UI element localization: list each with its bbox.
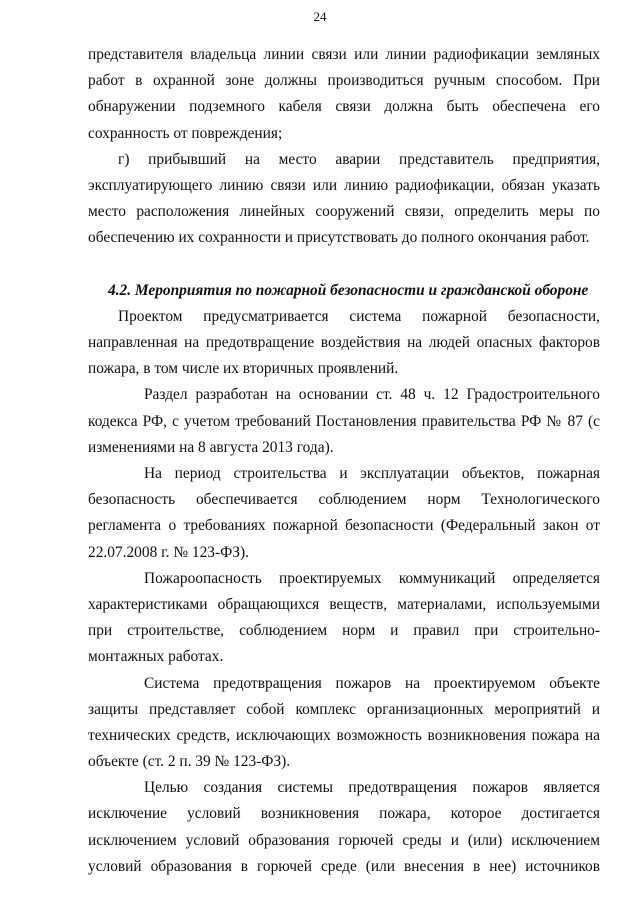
text-line: Целью создания системы предотвращения пожаров является bbox=[144, 779, 600, 797]
text-line: технических средств, исключающих возможность возникновения пожара на bbox=[88, 726, 600, 744]
text-line: На период строительства и эксплуатации объектов, пожарная bbox=[144, 465, 600, 482]
text-line: эксплуатирующего линию связи или линию радиофикации, обязан указать bbox=[88, 176, 600, 194]
text-line: изменениями на 8 августа 2013 года). bbox=[88, 438, 334, 456]
text-line: 22.07.2008 г. № 123-ФЗ). bbox=[88, 543, 249, 561]
text-line: г) прибывший на место аварии представитель предприятия, bbox=[118, 150, 600, 168]
text-line: обеспечению их сохранности и присутствовать до полного окончания работ. bbox=[88, 229, 590, 247]
text-line: Раздел разработан на основании ст. 48 ч. 12 Градостроительного bbox=[144, 386, 600, 404]
text-line: работ в охранной зоне должны производиться ручным способом. При bbox=[88, 72, 600, 90]
text-line: сохранность от повреждения; bbox=[88, 124, 283, 142]
text-line: при строительстве, соблюдением норм и правил при строительно- bbox=[88, 622, 600, 640]
text-line: кодекса РФ, с учетом требований Постановления правительства РФ № 87 (с bbox=[88, 412, 600, 430]
text-line: условий образования в горючей среде (или внесения в нее) источников bbox=[88, 857, 600, 875]
text-line: исключение условий возникновения пожара, которое достигается bbox=[88, 805, 600, 823]
paragraph-continuation bbox=[88, 42, 600, 147]
paragraph-prevention-system bbox=[88, 671, 600, 776]
paragraph-construction-period bbox=[88, 461, 600, 566]
page-number: 24 bbox=[313, 9, 327, 24]
paragraph-fire-hazard bbox=[88, 566, 600, 671]
text-line: исключением условий образования горючей среды и (или) исключением bbox=[88, 831, 600, 849]
section-heading: 4.2. Мероприятия по пожарной безопасности и гражданской обороне bbox=[108, 281, 589, 299]
paragraph-project bbox=[88, 304, 600, 383]
text-line: объекте (ст. 2 п. 39 № 123-ФЗ). bbox=[88, 753, 291, 771]
text-line: обнаружении подземного кабеля связи должна быть обеспечена его bbox=[88, 98, 600, 116]
text-line: монтажных работах. bbox=[88, 648, 224, 666]
text-line: характеристиками обращающихся веществ, материалами, используемыми bbox=[88, 595, 600, 613]
text-line: направленная на предотвращение воздействия на людей опасных факторов bbox=[88, 334, 600, 352]
paragraph-goal bbox=[88, 775, 600, 880]
paragraph-basis bbox=[88, 382, 600, 461]
document-body bbox=[88, 42, 600, 880]
paragraph-item-g bbox=[88, 147, 600, 252]
text-line: Проектом предусматривается система пожарной безопасности, bbox=[118, 307, 600, 325]
text-line: Пожароопасность проектируемых коммуникаций определяется bbox=[144, 569, 600, 587]
text-line: Система предотвращения пожаров на проектируемом объекте bbox=[144, 674, 600, 692]
text-line: регламента о требованиях пожарной безопасности (Федеральный закон от bbox=[88, 517, 600, 535]
blank-line bbox=[88, 252, 600, 278]
text-line: пожара, в том числе их вторичных проявлений. bbox=[88, 360, 399, 378]
text-line: защиты представляет собой комплекс организационных мероприятий и bbox=[88, 700, 600, 718]
text-line: представителя владельца линии связи или линии радиофикации земляных bbox=[88, 46, 600, 63]
text-line: безопасность обеспечивается соблюдением норм Технологического bbox=[88, 491, 600, 509]
text-line: место расположения линейных сооружений связи, определить меры по bbox=[88, 203, 600, 221]
